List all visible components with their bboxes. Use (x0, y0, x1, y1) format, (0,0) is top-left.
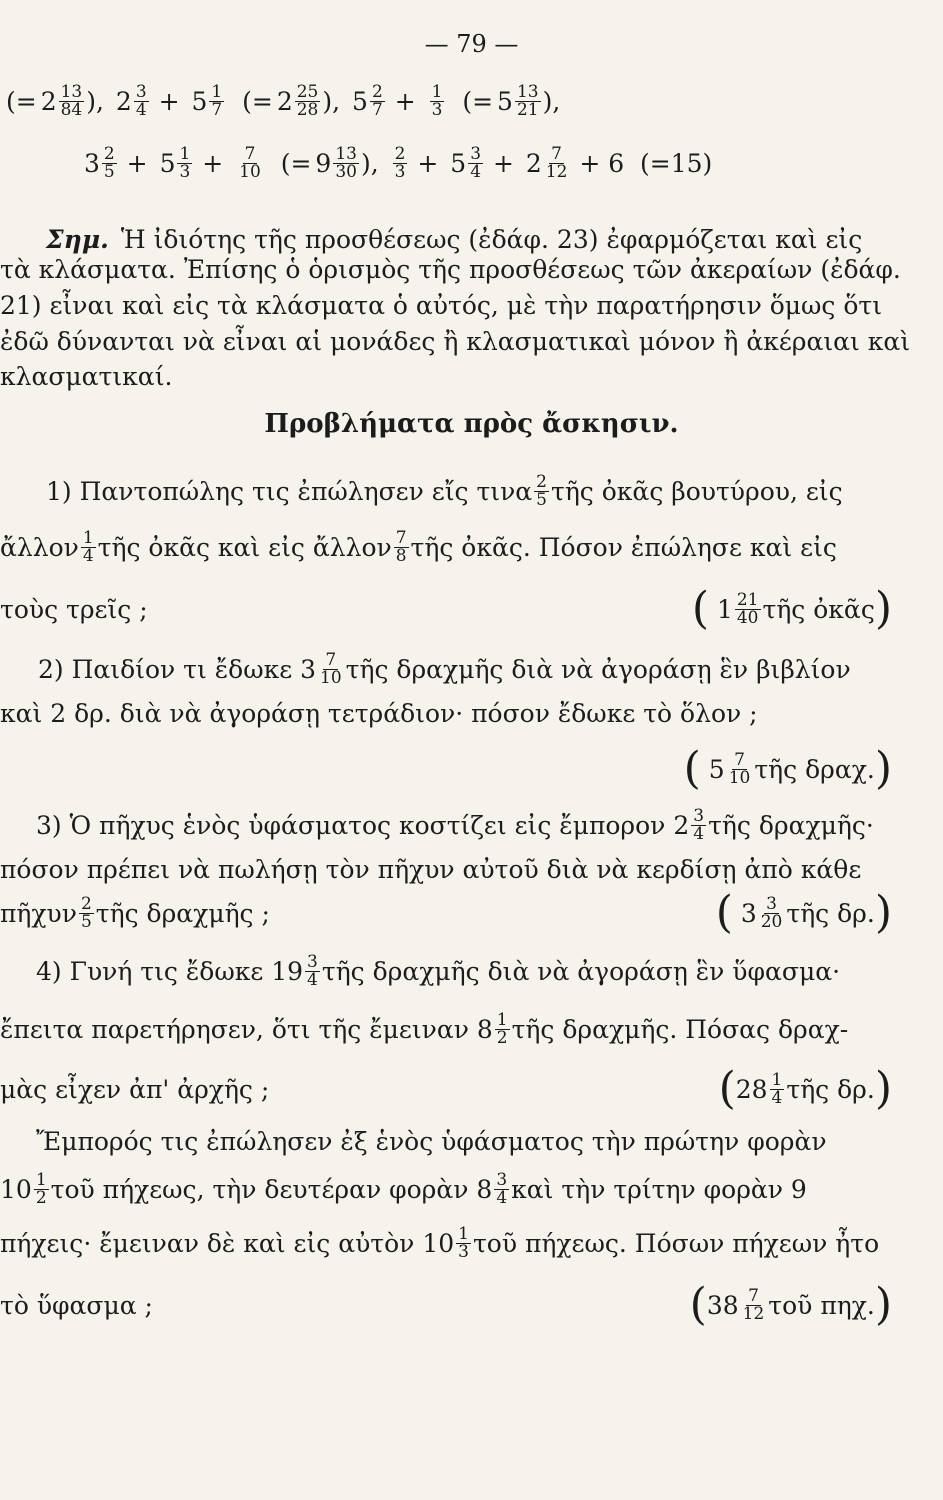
fraction: $\frac{7}{10}$ (239, 143, 261, 182)
fraction: $\frac{13}{21}$ (516, 81, 539, 120)
fraction: $\frac{3}{4}$ (135, 81, 147, 120)
problem-2-line-1: 2) Παιδίον τι ἔδωκε 3 $\frac{7}{10}$ τῆς δραχμῆς διὰ νὰ ἀγοράσῃ ἓν βιβλίον (38, 649, 851, 688)
problem-5-line-3: πήχεις· ἔμειναν δὲ καὶ εἰς αὐτὸν 10 $\frac{1}{3}$ τοῦ πήχεως. Πόσων πήχεων ἦτο (0, 1223, 880, 1262)
note-line-3: 21) εἶναι καὶ εἰς τὰ κλάσματα ὁ αὐτός, μὲ τὴν παρατήρησιν ὅμως ὅτι (0, 290, 883, 320)
note-line-2: τὰ κλάσματα. Ἐπίσης ὁ ὁρισμὸς τῆς προσθέσεως τῶν ἀκεραίων (ἐδάφ. (0, 254, 901, 284)
fraction: $\frac{2}{5}$ (80, 893, 92, 932)
fraction: $\frac{3}{4}$ (470, 143, 482, 182)
fraction: $\frac{1}{2}$ (35, 1169, 47, 1208)
answer: ( 1 $\frac{21}{40}$ τῆς ὀκᾶς ) (691, 583, 892, 634)
fraction: $\frac{3}{4}$ (496, 1169, 508, 1208)
problem-4-line-3: μὰς εἶχεν ἀπ' ἀρχῆς ; ( 28 $\frac{1}{4}$ τῆς δρ. ) (0, 1063, 892, 1114)
problem-1-line-1: 1) Παντοπώλης τις ἐπώλησεν εἴς τινα $\frac{2}{5}$ τῆς ὀκᾶς βουτύρου, εἰς (46, 471, 843, 510)
equation-term: 5 $\frac{1}{3}$ + (159, 143, 232, 182)
equation-term: 2 $\frac{3}{4}$ + (115, 81, 188, 120)
fraction: $\frac{13}{30}$ (335, 143, 357, 182)
equation-term: 5 $\frac{1}{7}$ (191, 81, 223, 120)
problem-2-line-2: καὶ 2 δρ. διὰ νὰ ἀγοράσῃ τετράδιον· πόσον ἔδωκε τὸ ὅλον ; (0, 698, 758, 728)
equation-term: 3 $\frac{2}{5}$ + (84, 143, 156, 182)
fraction: $\frac{2}{3}$ (394, 143, 406, 182)
note-line-5: κλασματικαί. (0, 361, 173, 391)
equation-row-1 (0, 72, 936, 130)
fraction: $\frac{7}{10}$ (320, 649, 342, 688)
problem-2-answer-line (0, 740, 900, 798)
answer: ( 38 $\frac{7}{12}$ τοῦ πηχ. ) (689, 1279, 892, 1330)
equation-term: (= 2 $\frac{25}{28}$ ), (242, 81, 349, 120)
fraction: $\frac{1}{7}$ (211, 81, 223, 120)
page-number: — 79 — (424, 30, 519, 58)
note-label: Σημ. (46, 224, 109, 254)
answer: ( 3 $\frac{3}{20}$ τῆς δρ. ) (715, 887, 892, 938)
equation-term: 5 $\frac{3}{4}$ + (450, 143, 522, 182)
equation-term (231, 143, 281, 182)
fraction: $\frac{2}{5}$ (536, 471, 547, 510)
equation-term: (= 9 $\frac{13}{30}$ ), (280, 143, 387, 182)
equation-term (424, 81, 463, 120)
fraction: $\frac{1}{3}$ (431, 81, 443, 120)
fraction: $\frac{13}{84}$ (60, 81, 83, 120)
equation-term: 5 $\frac{2}{7}$ + (352, 81, 424, 120)
equation-term: $\frac{2}{3}$ + (394, 143, 447, 182)
problem-5-line-2: 10 $\frac{1}{2}$ τοῦ πήχεως, τὴν δευτέραν φορὰν 8 $\frac{3}{4}$ καὶ τὴν τρίτην φορὰν 9 (0, 1169, 807, 1208)
fraction: $\frac{3}{4}$ (693, 805, 705, 844)
problem-3-line-3: πῆχυν $\frac{2}{5}$ τῆς δραχμῆς ; ( 3 $\frac{3}{20}$ τῆς δρ. ) (0, 887, 892, 938)
fraction: $\frac{1}{4}$ (82, 527, 94, 566)
equation-term: 2 $\frac{7}{12}$ + 6 (=15) (525, 143, 713, 182)
fraction: $\frac{1}{3}$ (179, 143, 191, 182)
fraction: $\frac{7}{8}$ (395, 527, 407, 566)
problem-5-line-4: τὸ ὕφασμα ; ( 38 $\frac{7}{12}$ τοῦ πηχ. ) (0, 1279, 892, 1330)
fraction: $\frac{2}{5}$ (103, 143, 115, 182)
fraction: $\frac{3}{4}$ (307, 951, 318, 990)
note-text: Ἡ ἰδιότης τῆς προσθέσεως (ἐδάφ. 23) ἐφαρμόζεται καὶ εἰς (120, 224, 863, 254)
problem-1-line-3: τοὺς τρεῖς ; ( 1 $\frac{21}{40}$ τῆς ὀκᾶς ) (0, 583, 892, 634)
problem-5-line-1: Ἔμπορός τις ἐπώλησεν ἐξ ἑνὸς ὑφάσματος τὴν πρώτην φορὰν (36, 1126, 827, 1156)
equation-term: (= 5 $\frac{13}{21}$ ), (462, 81, 561, 120)
problem-4-line-1: 4) Γυνή τις ἔδωκε 19 $\frac{3}{4}$ τῆς δραχμῆς διὰ νὰ ἀγοράσῃ ἓν ὕφασμα· (36, 951, 841, 990)
problem-4-line-2: ἔπειτα παρετήρησεν, ὅτι τῆς ἔμειναν 8 $\frac{1}{2}$ τῆς δραχμῆς. Πόσας δραχ- (0, 1009, 849, 1048)
equation-row-2 (0, 134, 930, 192)
fraction: $\frac{1}{2}$ (496, 1009, 508, 1048)
answer: ( 28 $\frac{1}{4}$ τῆς δρ. ) (718, 1063, 892, 1114)
note-line-4: ἐδῶ δύνανται νὰ εἶναι αἱ μονάδες ἢ κλασματικαὶ μόνον ἢ ἀκέραιαι καὶ (0, 326, 911, 356)
problem-3-line-1: 3) Ὁ πῆχυς ἑνὸς ὑφάσματος κοστίζει εἰς ἔμπορον 2 $\frac{3}{4}$ τῆς δραχμῆς· (36, 805, 874, 844)
section-heading: Προβλήματα πρὸς ἄσκησιν. (264, 409, 679, 439)
answer: ( 5 $\frac{7}{10}$ τῆς δραχ. ) (683, 743, 892, 794)
problem-3-line-2: πόσον πρέπει νὰ πωλήσῃ τὸν πῆχυν αὐτοῦ διὰ νὰ κερδίσῃ ἀπὸ κάθε (0, 854, 862, 884)
fraction: $\frac{1}{3}$ (458, 1223, 469, 1262)
fraction: $\frac{25}{28}$ (296, 81, 319, 120)
equation-term: (= 2 $\frac{13}{84}$ ), (6, 81, 112, 120)
problem-1-line-2: ἄλλον $\frac{1}{4}$ τῆς ὀκᾶς καὶ εἰς ἄλλον $\frac{7}{8}$ τῆς ὀκᾶς. Πόσον ἐπώλησε καὶ εἰς (0, 527, 837, 566)
fraction: $\frac{7}{12}$ (545, 143, 568, 182)
fraction: $\frac{2}{7}$ (371, 81, 383, 120)
